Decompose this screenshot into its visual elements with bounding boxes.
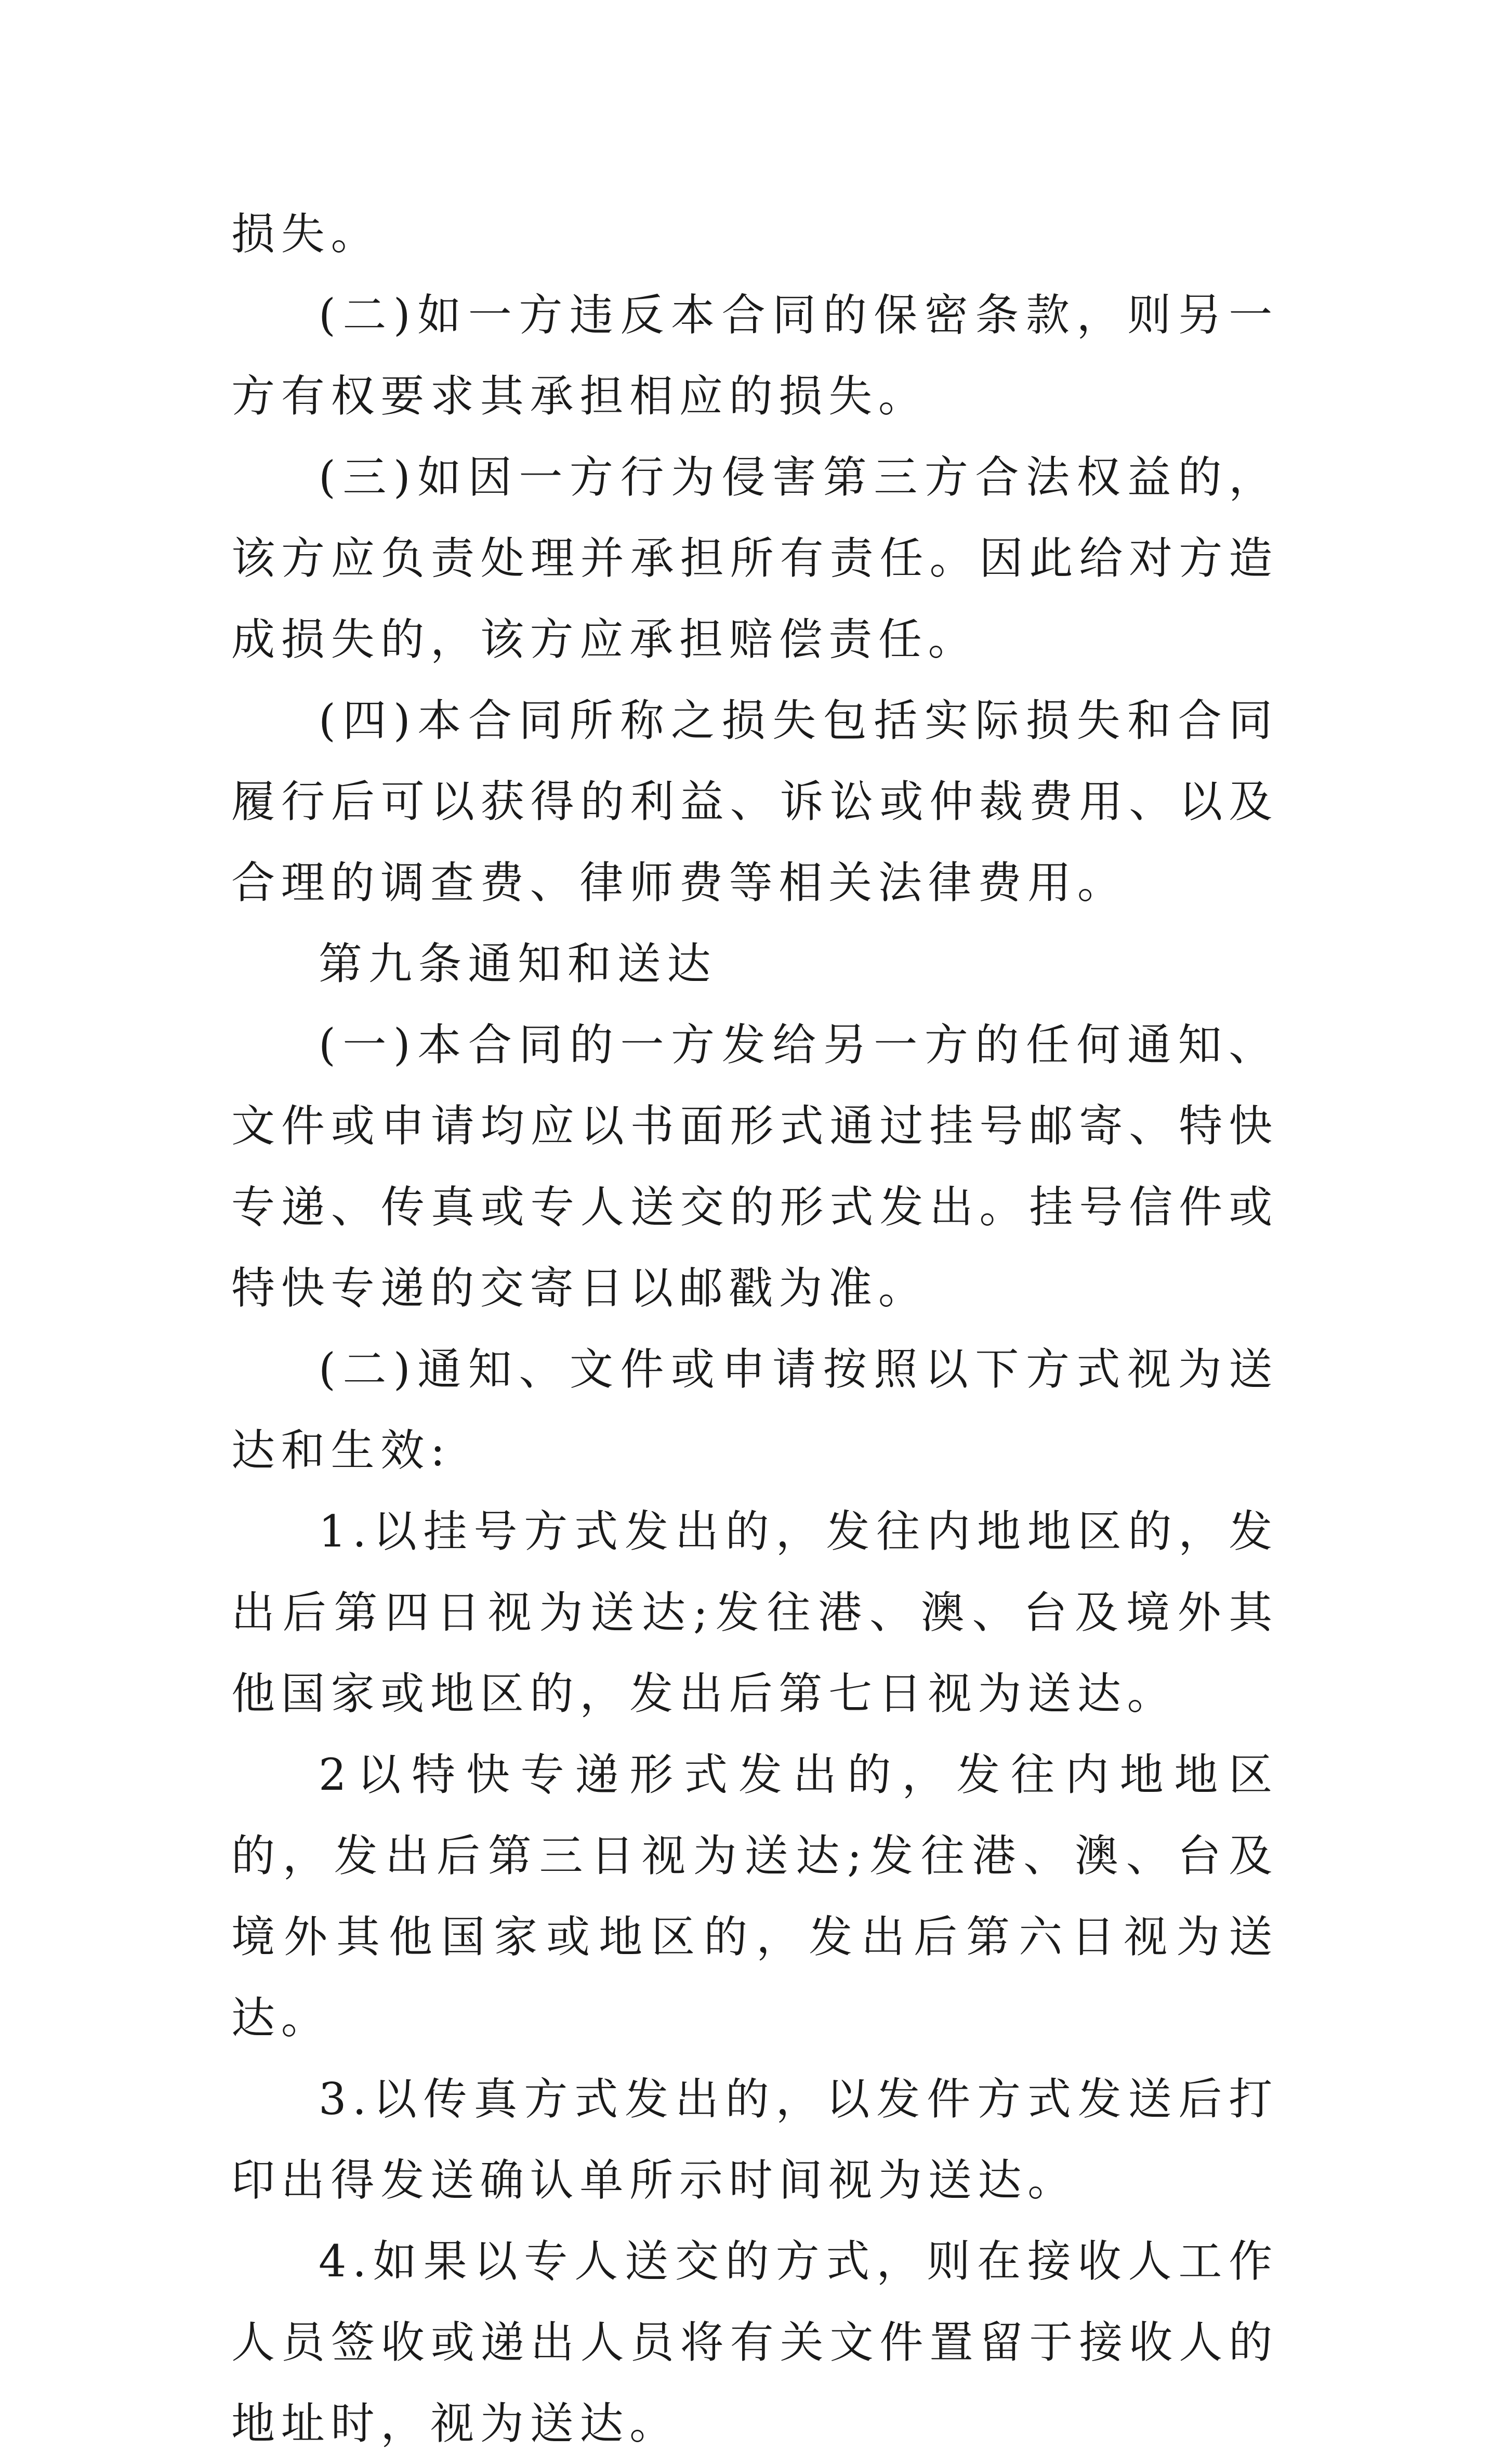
paragraph-clause-4: (四)本合同所称之损失包括实际损失和合同履行后可以获得的利益、诉讼或仲裁费用、以及合理的调查费、律师费等相关法律费用。 xyxy=(231,695,1278,908)
paragraph-item-4: 4.如果以专人送交的方式，则在接收人工作人员签收或递出人员将有关文件置留于接收人的地址时，视为送达。 xyxy=(231,2236,1278,2449)
paragraph-loss-continued: 损失。 xyxy=(231,208,381,259)
paragraph-clause-2: (二)如一方违反本合同的保密条款，则另一方有权要求其承担相应的损失。 xyxy=(231,290,1278,422)
document-body xyxy=(231,193,1278,2464)
paragraph-item-1: 1.以挂号方式发出的，发往内地地区的，发出后第四日视为送达;发往港、澳、台及境外其他国家或地区的，发出后第七日视为送达。 xyxy=(231,1506,1278,1719)
paragraph-notice-1: (一)本合同的一方发给另一方的任何通知、文件或申请均应以书面形式通过挂号邮寄、特快专递、传真或专人送交的形式发出。挂号信件或特快专递的交寄日以邮戳为准。 xyxy=(231,1019,1278,1314)
paragraph-item-3: 3.以传真方式发出的，以发件方式发送后打印出得发送确认单所示时间视为送达。 xyxy=(231,2074,1278,2206)
section-heading-article-9: 第九条通知和送达 xyxy=(319,938,717,989)
paragraph-notice-2: (二)通知、文件或申请按照以下方式视为送达和生效: xyxy=(231,1344,1278,1476)
paragraph-item-2: 2以特快专递形式发出的，发往内地地区的，发出后第三日视为送达;发往港、澳、台及境外其他国家或地区的，发出后第六日视为送达。 xyxy=(231,1749,1278,2043)
paragraph-clause-3: (三)如因一方行为侵害第三方合法权益的，该方应负责处理并承担所有责任。因此给对方造成损失的，该方应承担赔偿责任。 xyxy=(231,452,1278,665)
